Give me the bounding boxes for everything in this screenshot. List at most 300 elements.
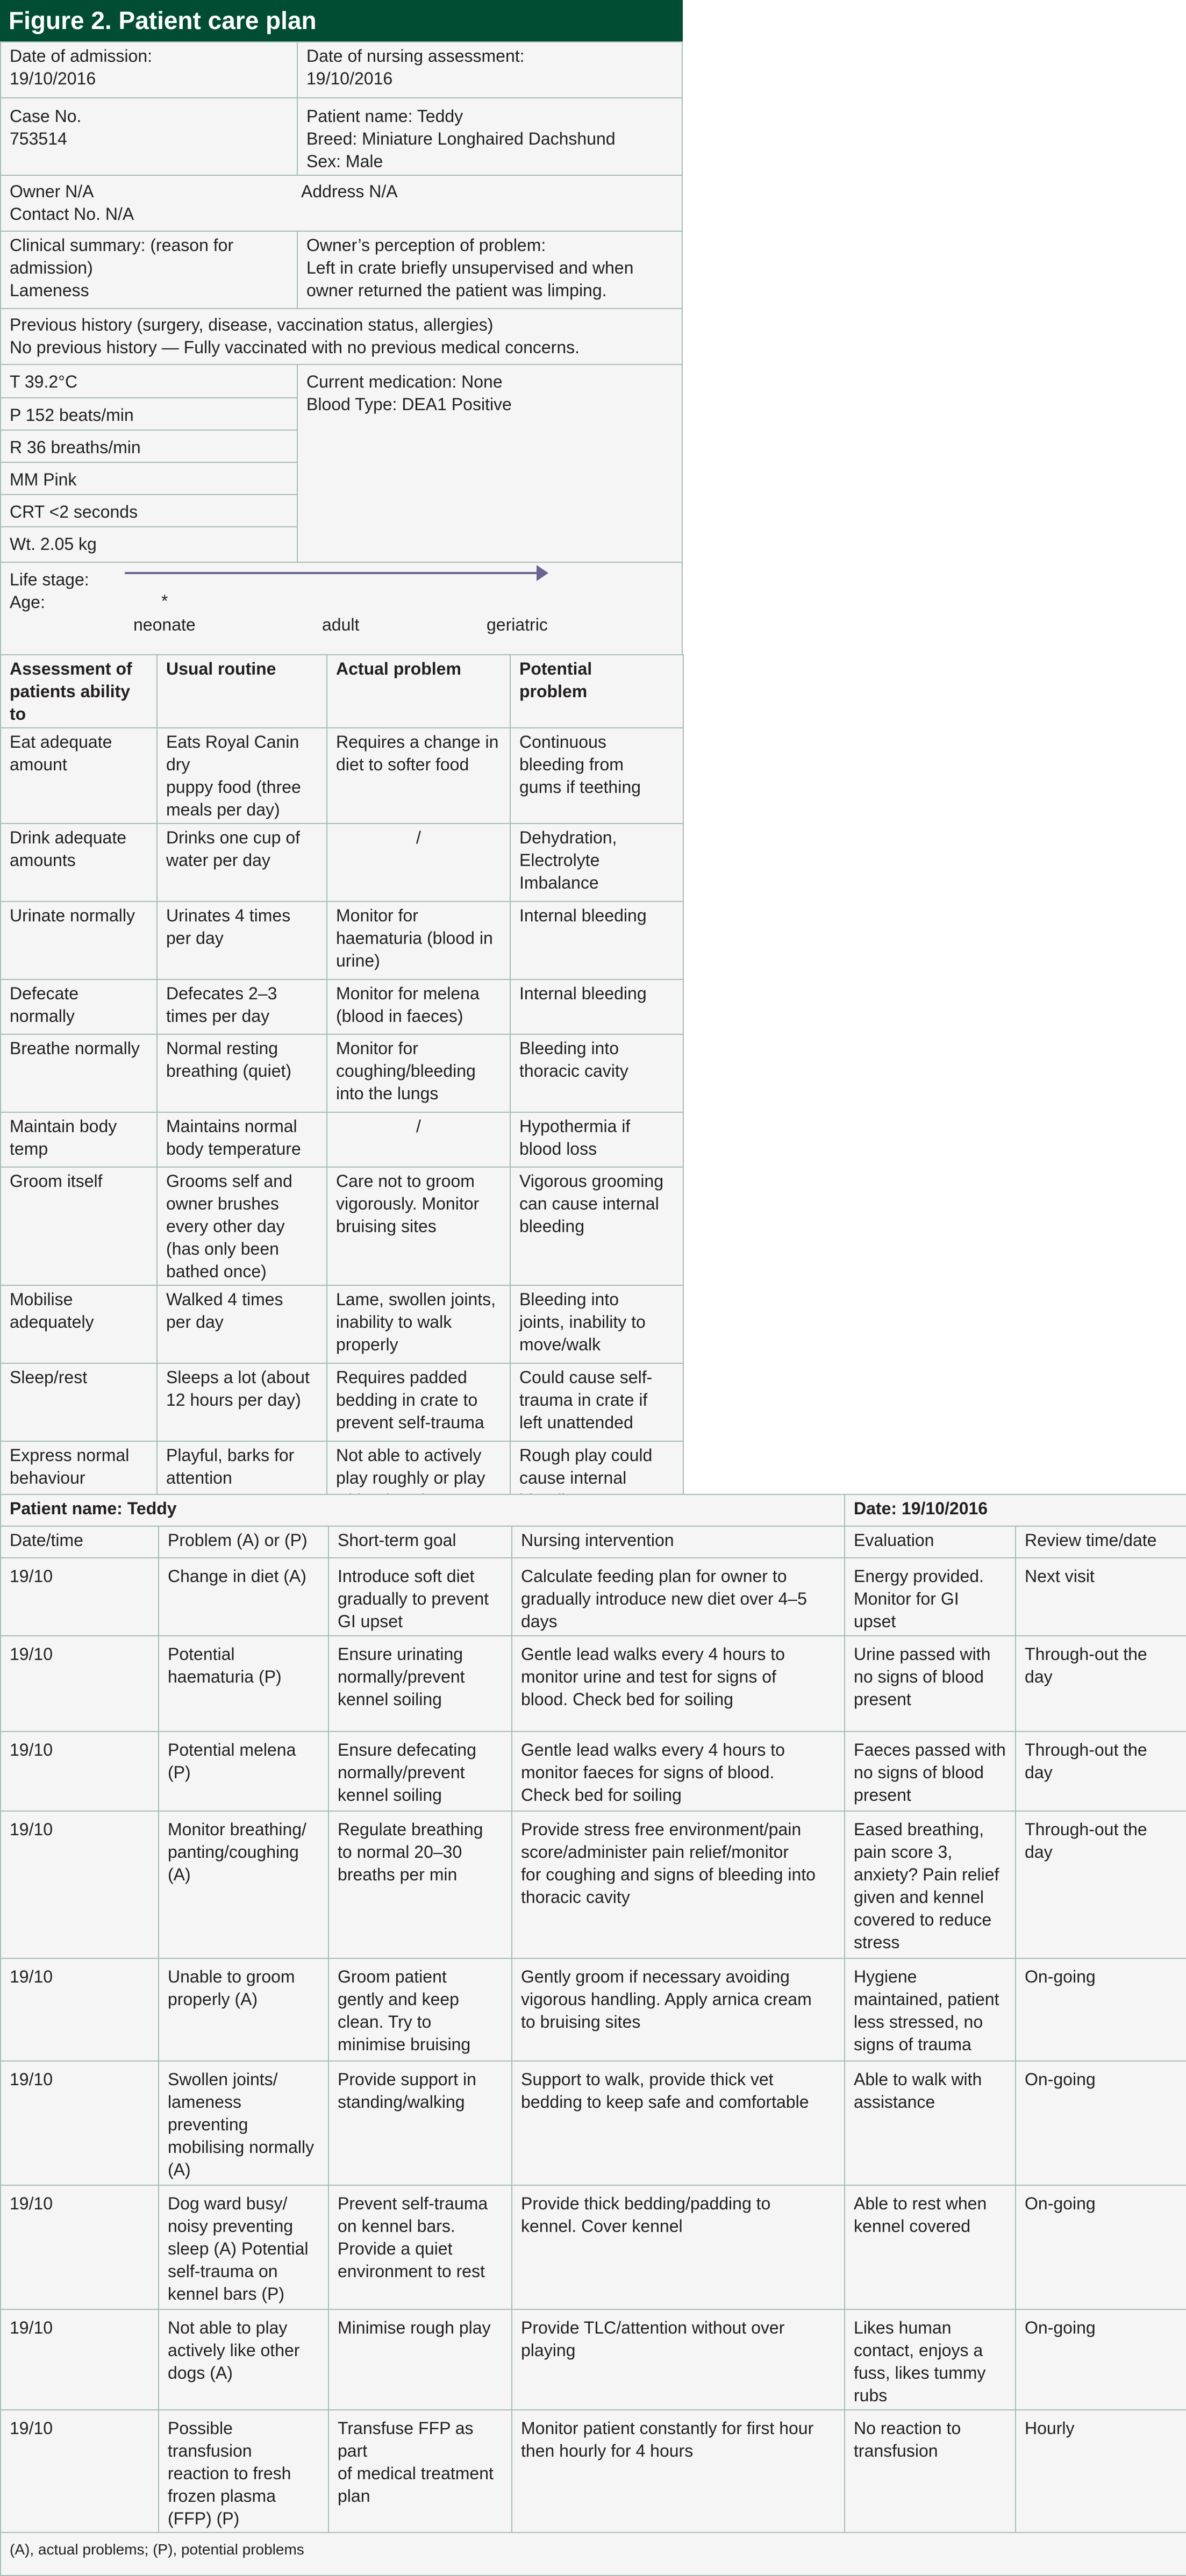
plan-cell bbox=[845, 2061, 1016, 2185]
plan-cell-line: Provide a quiet bbox=[338, 2239, 453, 2258]
plan-row bbox=[1, 1958, 1186, 2061]
assessment-cell-line: Requires a change in bbox=[336, 732, 499, 752]
plan-cell-line: environment to rest bbox=[338, 2262, 485, 2281]
assessment-cell-line: Maintains normal bbox=[166, 1117, 297, 1136]
assessment-cell-line: Not able to actively bbox=[336, 1446, 482, 1465]
assessment-cell-line: every other day bbox=[166, 1217, 285, 1236]
plan-cell bbox=[1016, 1958, 1186, 2061]
patient-breed: Breed: Miniature Longhaired Dachshund bbox=[306, 129, 616, 148]
previous-history-label: Previous history (surgery, disease, vaccination status, allergies) bbox=[10, 315, 494, 334]
assessment-cell-line: Express normal bbox=[10, 1446, 130, 1465]
plan-cell-line: Monitor for GI bbox=[854, 1589, 959, 1608]
assessment-cell-line: times per day bbox=[166, 1006, 270, 1026]
plan-cell-line: Ensure defecating bbox=[338, 1740, 476, 1759]
plan-footnote: (A), actual problems; (P), potential problems bbox=[1, 2532, 1186, 2575]
plan-cell-line: Through-out the bbox=[1025, 1740, 1147, 1759]
assessment-cell bbox=[327, 1285, 510, 1363]
assessment-cell-line: diet to softer food bbox=[336, 755, 469, 774]
plan-cell-line: On-going bbox=[1025, 2194, 1096, 2213]
assessment-header-line: Potential bbox=[519, 659, 592, 678]
plan-cell-line: 19/10 bbox=[10, 2070, 53, 2089]
plan-cell-line: fuss, likes tummy bbox=[854, 2363, 986, 2382]
previous-history-cell bbox=[0, 308, 683, 365]
plan-cell bbox=[845, 1558, 1016, 1636]
assessment-cell-line: Monitor for bbox=[336, 906, 418, 925]
assessment-cell-line: owner brushes bbox=[166, 1194, 279, 1213]
assessment-cell-line: inability to walk bbox=[336, 1312, 452, 1332]
plan-cell bbox=[1016, 1558, 1186, 1636]
vital-mucous-membrane: MM Pink bbox=[0, 462, 298, 495]
plan-cell-line: 19/10 bbox=[10, 1820, 53, 1839]
assessment-row bbox=[1, 728, 683, 824]
plan-cell bbox=[512, 1636, 845, 1731]
plan-cell-line: Likes human bbox=[854, 2318, 952, 2337]
assessment-cell bbox=[510, 824, 683, 901]
plan-cell-line: sleep (A) Potential bbox=[168, 2239, 309, 2258]
plan-cell bbox=[328, 2061, 512, 2185]
plan-cell bbox=[1016, 2185, 1186, 2309]
owner-perception-cell bbox=[297, 231, 683, 309]
assessment-cell-line: Vigorous grooming bbox=[519, 1171, 664, 1191]
assessment-header-cell bbox=[157, 655, 327, 728]
assessment-cell-line: play roughly or play bbox=[336, 1468, 485, 1487]
assessment-cell-line: adequately bbox=[10, 1312, 94, 1332]
plan-cell-line: clean. Try to bbox=[338, 2012, 432, 2031]
assessment-cell-line: Eats Royal Canin dry bbox=[166, 732, 299, 774]
plan-cell-line: thoracic cavity bbox=[521, 1887, 630, 1907]
clinical-summary-cell bbox=[0, 231, 298, 309]
plan-cell-line: dogs (A) bbox=[168, 2363, 233, 2382]
plan-cell-line: standing/walking bbox=[338, 2092, 465, 2112]
assessment-table bbox=[0, 654, 684, 1520]
plan-cell-line: (FFP) (P) bbox=[168, 2509, 240, 2528]
plan-cell bbox=[159, 1558, 328, 1636]
assessment-cell-line: Normal resting bbox=[166, 1039, 278, 1058]
plan-cell-line: normally/prevent bbox=[338, 1667, 465, 1686]
plan-cell-line: haematuria (P) bbox=[168, 1667, 282, 1686]
owner-perception-line-1: Owner’s perception of problem: bbox=[306, 235, 546, 255]
plan-cell-line: Not able to play bbox=[168, 2318, 288, 2337]
assessment-cell-line: puppy food (three bbox=[166, 777, 301, 797]
plan-cell-line: Through-out the bbox=[1025, 1644, 1147, 1664]
assessment-cell-line: joints, inability to bbox=[519, 1312, 646, 1332]
plan-cell-line: 19/10 bbox=[10, 1566, 53, 1586]
owner-contact: Contact No. N/A bbox=[10, 204, 134, 224]
assessment-cell-line: Monitor for melena bbox=[336, 984, 480, 1003]
plan-cell-line: Able to walk with bbox=[854, 2070, 982, 2089]
assessment-cell-line: properly bbox=[336, 1335, 398, 1354]
plan-cell-line: Check bed for soiling bbox=[521, 1785, 682, 1805]
plan-cell bbox=[1016, 1811, 1186, 1958]
plan-cell bbox=[512, 2410, 845, 2532]
assessment-cell bbox=[157, 728, 327, 824]
plan-cell-line: Gentle lead walks every 4 hours to bbox=[521, 1740, 785, 1759]
plan-cell-line: Through-out the bbox=[1025, 1820, 1147, 1839]
plan-cell-line: Groom patient bbox=[338, 1967, 447, 1986]
assessment-cell-line: normally bbox=[10, 1006, 75, 1026]
previous-history-value: No previous history — Fully vaccinated with no previous medical concerns. bbox=[10, 338, 580, 357]
medication-cell bbox=[297, 364, 683, 563]
plan-cell-line: Regulate breathing bbox=[338, 1820, 483, 1839]
assessment-cell-line: vigorously. Monitor bbox=[336, 1194, 480, 1213]
plan-cell-line: to bruising sites bbox=[521, 2012, 641, 2031]
assessment-row bbox=[1, 824, 683, 901]
plan-cell bbox=[845, 1636, 1016, 1731]
plan-cell-line: Calculate feeding plan for owner to bbox=[521, 1566, 787, 1586]
plan-cell-line: Minimise rough play bbox=[338, 2318, 491, 2337]
plan-cell-line: 19/10 bbox=[10, 1967, 53, 1986]
plan-cell-line: preventing bbox=[168, 2115, 248, 2134]
plan-cell-line: Provide stress free environment/pain bbox=[521, 1820, 802, 1839]
plan-cell-line: 19/10 bbox=[10, 2318, 53, 2337]
plan-cell bbox=[328, 2185, 512, 2309]
assessment-cell-line: Imbalance bbox=[519, 873, 599, 892]
plan-cell bbox=[1, 2061, 159, 2185]
assessment-cell-line: Drink adequate bbox=[10, 828, 127, 847]
assessment-cell bbox=[327, 824, 510, 901]
assessment-cell-line: per day bbox=[166, 1312, 224, 1332]
assessment-date-label: Date of nursing assessment: bbox=[306, 46, 525, 66]
vital-crt: CRT <2 seconds bbox=[0, 494, 298, 527]
plan-cell bbox=[328, 2309, 512, 2410]
plan-cell bbox=[1, 1636, 159, 1731]
assessment-cell-line: Defecates 2–3 bbox=[166, 984, 277, 1003]
plan-cell bbox=[845, 1731, 1016, 1811]
plan-row bbox=[1, 2410, 1186, 2532]
assessment-cell bbox=[327, 1363, 510, 1441]
plan-cell-line: minimise bruising bbox=[338, 2035, 471, 2054]
assessment-cell-line: temp bbox=[10, 1139, 48, 1158]
assessment-cell bbox=[510, 1167, 683, 1285]
blood-type: Blood Type: DEA1 Positive bbox=[306, 395, 512, 414]
plan-cell-line: Potential melena bbox=[168, 1740, 296, 1759]
plan-cell-line: days bbox=[521, 1612, 558, 1631]
assessment-cell-line: into the lungs bbox=[336, 1084, 439, 1103]
plan-cell-line: kennel. Cover kennel bbox=[521, 2216, 683, 2236]
plan-cell-line: Swollen joints/ bbox=[168, 2070, 278, 2089]
assessment-cell-line: bleeding from bbox=[519, 755, 624, 774]
assessment-row bbox=[1, 901, 683, 979]
case-number-label: Case No. bbox=[10, 106, 82, 126]
plan-cell bbox=[512, 1811, 845, 1958]
assessment-cell bbox=[327, 1112, 510, 1167]
plan-cell-line: of medical treatment bbox=[338, 2464, 494, 2483]
owner-name: Owner N/A bbox=[10, 182, 94, 201]
assessment-row bbox=[1, 1034, 683, 1112]
assessment-cell-line: per day bbox=[166, 928, 224, 948]
plan-cell-line: maintained, patient bbox=[854, 1990, 999, 2009]
stage-geriatric: geriatric bbox=[487, 615, 548, 634]
assessment-row bbox=[1, 1363, 683, 1441]
plan-cell-line: Transfuse FFP as part bbox=[338, 2418, 474, 2460]
assessment-row bbox=[1, 1167, 683, 1285]
assessment-cell-line: Groom itself bbox=[10, 1171, 103, 1191]
plan-cell-line: Ensure urinating bbox=[338, 1644, 463, 1664]
plan-cell-line: lameness bbox=[168, 2092, 241, 2112]
plan-cell-line: present bbox=[854, 1785, 911, 1805]
plan-cell-line: panting/coughing bbox=[168, 1842, 299, 1862]
clinical-summary-line-3: Lameness bbox=[10, 281, 89, 300]
admission-date-label: Date of admission: bbox=[10, 46, 153, 66]
vital-weight: Wt. 2.05 kg bbox=[0, 526, 298, 563]
assessment-cell-line: left unattended bbox=[519, 1413, 633, 1432]
assessment-cell-line: behaviour bbox=[10, 1468, 85, 1487]
assessment-cell bbox=[157, 1112, 327, 1167]
plan-row bbox=[1, 1811, 1186, 1958]
plan-cell-line: upset bbox=[854, 1612, 896, 1631]
plan-cell-line: kennel bars (P) bbox=[168, 2284, 284, 2303]
plan-cell-line: Energy provided. bbox=[854, 1566, 984, 1586]
plan-cell-line: Dog ward busy/ bbox=[168, 2194, 288, 2213]
assessment-cell-line: Internal bleeding bbox=[519, 906, 647, 925]
assessment-cell bbox=[157, 824, 327, 901]
assessment-cell bbox=[1, 824, 157, 901]
plan-cell-line: Hygiene bbox=[854, 1967, 917, 1986]
assessment-cell-line: body temperature bbox=[166, 1139, 301, 1158]
plan-cell-line: reaction to fresh bbox=[168, 2464, 291, 2483]
plan-cell-line: Provide thick bedding/padding to bbox=[521, 2194, 771, 2213]
plan-cell-line: Urine passed with bbox=[854, 1644, 991, 1664]
plan-cell-line: day bbox=[1025, 1763, 1053, 1782]
plan-cell-line: No reaction to bbox=[854, 2418, 961, 2438]
plan-cell-line: Gentle lead walks every 4 hours to bbox=[521, 1644, 785, 1664]
assessment-cell-line: bedding in crate to bbox=[336, 1390, 478, 1409]
plan-cell-line: Provide TLC/attention without over bbox=[521, 2318, 785, 2337]
plan-cell-line: Eased breathing, bbox=[854, 1820, 984, 1839]
assessment-header-line: Usual routine bbox=[166, 659, 276, 678]
stage-adult: adult bbox=[322, 615, 360, 634]
plan-header-cell: Short-term goal bbox=[328, 1526, 512, 1558]
age-label: Age: bbox=[10, 592, 45, 612]
assessment-header-line: Assessment of bbox=[10, 659, 132, 678]
plan-cell bbox=[512, 2061, 845, 2185]
assessment-row bbox=[1, 979, 683, 1034]
assessment-cell-line: urine) bbox=[336, 951, 380, 970]
clinical-summary-line-1: Clinical summary: (reason for bbox=[10, 235, 234, 255]
plan-cell-line: 19/10 bbox=[10, 1644, 53, 1664]
plan-cell bbox=[1, 2185, 159, 2309]
assessment-cell-line: Grooms self and bbox=[166, 1171, 292, 1191]
assessment-row bbox=[1, 1112, 683, 1167]
plan-cell-line: monitor faeces for signs of blood. bbox=[521, 1763, 775, 1782]
assessment-cell-line: amounts bbox=[10, 850, 76, 870]
assessment-cell bbox=[1, 1363, 157, 1441]
plan-row bbox=[1, 2185, 1186, 2309]
assessment-header-cell bbox=[1, 655, 157, 728]
current-medication: Current medication: None bbox=[306, 372, 503, 391]
plan-cell-line: to normal 20–30 bbox=[338, 1842, 462, 1862]
plan-cell-line: On-going bbox=[1025, 2070, 1096, 2089]
assessment-cell-line: Sleeps a lot (about bbox=[166, 1368, 310, 1387]
plan-cell-line: Monitor patient constantly for first hour bbox=[521, 2418, 814, 2438]
plan-cell bbox=[845, 1811, 1016, 1958]
plan-cell bbox=[1, 1731, 159, 1811]
plan-row bbox=[1, 1731, 1186, 1811]
plan-cell bbox=[512, 2309, 845, 2410]
plan-cell-line: plan bbox=[338, 2486, 370, 2506]
age-marker: * bbox=[161, 591, 168, 611]
plan-cell bbox=[1016, 1636, 1186, 1731]
plan-cell-line: (A) bbox=[168, 2160, 191, 2179]
plan-header-cell: Nursing intervention bbox=[512, 1526, 845, 1558]
assessment-cell-line: / bbox=[416, 828, 421, 847]
assessment-cell-line: (blood in faeces) bbox=[336, 1006, 463, 1026]
assessment-cell-line: water per day bbox=[166, 850, 270, 870]
plan-cell bbox=[845, 2309, 1016, 2410]
plan-cell bbox=[1, 1558, 159, 1636]
assessment-row bbox=[1, 1285, 683, 1363]
plan-cell bbox=[512, 2185, 845, 2309]
assessment-cell-line: Rough play could bbox=[519, 1446, 653, 1465]
plan-cell-line: Monitor breathing/ bbox=[168, 1820, 306, 1839]
plan-cell-line: normally/prevent bbox=[338, 1763, 465, 1782]
plan-cell-line: GI upset bbox=[338, 1612, 403, 1631]
life-stage-label: Life stage: bbox=[10, 570, 89, 589]
assessment-cell-line: breathing (quiet) bbox=[166, 1061, 292, 1081]
assessment-header-row bbox=[1, 655, 683, 728]
assessment-cell bbox=[510, 1112, 683, 1167]
plan-cell bbox=[1016, 2061, 1186, 2185]
assessment-cell-line: Dehydration, bbox=[519, 828, 617, 847]
assessment-cell bbox=[510, 979, 683, 1034]
assessment-cell-line: can cause internal bbox=[519, 1194, 659, 1213]
assessment-cell-line: Drinks one cup of bbox=[166, 828, 301, 847]
assessment-cell bbox=[157, 1285, 327, 1363]
plan-cell-line: on kennel bars. bbox=[338, 2216, 455, 2236]
plan-cell-line: 19/10 bbox=[10, 2194, 53, 2213]
plan-cell-line: frozen plasma bbox=[168, 2486, 276, 2506]
admission-date-value: 19/10/2016 bbox=[10, 69, 96, 88]
assessment-cell-line: Could cause self- bbox=[519, 1368, 653, 1387]
plan-cell-line: Possible transfusion bbox=[168, 2418, 252, 2460]
case-number-value: 753514 bbox=[10, 129, 67, 148]
assessment-cell-line: Urinate normally bbox=[10, 906, 135, 925]
assessment-cell-line: prevent self-trauma bbox=[336, 1413, 484, 1432]
plan-cell-line: gradually to prevent bbox=[338, 1589, 489, 1608]
assessment-cell-line: Internal bleeding bbox=[519, 984, 647, 1003]
assessment-cell-line: Urinates 4 times bbox=[166, 906, 291, 925]
assessment-cell-line: Lame, swollen joints, bbox=[336, 1290, 496, 1309]
plan-cell-line: signs of trauma bbox=[854, 2035, 971, 2054]
assessment-cell-line: / bbox=[416, 1117, 421, 1136]
plan-cell bbox=[328, 1811, 512, 1958]
assessment-cell bbox=[1, 1285, 157, 1363]
plan-header-cell: Problem (A) or (P) bbox=[159, 1526, 328, 1558]
plan-row bbox=[1, 2309, 1186, 2410]
plan-cell-line: (A) bbox=[168, 1865, 191, 1884]
assessment-cell-line: trauma in crate if bbox=[519, 1390, 648, 1409]
assessment-header-cell bbox=[510, 655, 683, 728]
plan-header-cell: Date/time bbox=[1, 1526, 159, 1558]
owner-cell bbox=[0, 175, 683, 232]
plan-cell bbox=[159, 2061, 328, 2185]
assessment-cell-line: Care not to groom bbox=[336, 1171, 475, 1191]
assessment-cell-line: Bleeding into bbox=[519, 1039, 619, 1058]
assessment-cell-line: Bleeding into bbox=[519, 1290, 619, 1309]
plan-cell-line: Unable to groom bbox=[168, 1967, 295, 1986]
assessment-cell bbox=[1, 979, 157, 1034]
plan-cell bbox=[159, 2309, 328, 2410]
assessment-cell bbox=[327, 1167, 510, 1285]
assessment-cell-line: meals per day) bbox=[166, 800, 280, 819]
plan-cell-line: Provide support in bbox=[338, 2070, 476, 2089]
admission-date-cell bbox=[0, 41, 298, 98]
plan-cell-line: day bbox=[1025, 1667, 1053, 1686]
plan-cell-line: stress bbox=[854, 1933, 900, 1952]
plan-cell-line: rubs bbox=[854, 2386, 888, 2405]
plan-cell-line: then hourly for 4 hours bbox=[521, 2441, 694, 2460]
plan-cell-line: On-going bbox=[1025, 2318, 1096, 2337]
assessment-cell-line: Eat adequate bbox=[10, 732, 112, 752]
plan-cell bbox=[159, 1811, 328, 1958]
plan-cell-line: noisy preventing bbox=[168, 2216, 294, 2236]
plan-cell bbox=[1016, 2410, 1186, 2532]
assessment-cell-line: coughing/bleeding bbox=[336, 1061, 476, 1081]
plan-cell bbox=[512, 1731, 845, 1811]
vital-temperature: T 39.2°C bbox=[0, 364, 298, 398]
plan-cell-line: Gently groom if necessary avoiding bbox=[521, 1967, 790, 1986]
assessment-cell-line: blood loss bbox=[519, 1139, 597, 1158]
plan-cell-line: Faeces passed with bbox=[854, 1740, 1006, 1759]
plan-cell-line: 19/10 bbox=[10, 1740, 53, 1759]
life-stage-arrow-head bbox=[537, 565, 548, 581]
plan-row bbox=[1, 1558, 1186, 1636]
assessment-cell-line: 12 hours per day) bbox=[166, 1390, 301, 1409]
plan-cell-line: score/administer pain relief/monitor bbox=[521, 1842, 789, 1862]
plan-cell bbox=[328, 2410, 512, 2532]
plan-cell-line: (P) bbox=[168, 1763, 191, 1782]
assessment-cell bbox=[157, 979, 327, 1034]
assessment-cell bbox=[1, 1034, 157, 1112]
plan-footnote-row bbox=[1, 2532, 1186, 2575]
plan-row bbox=[1, 2061, 1186, 2185]
assessment-cell-line: bleeding bbox=[519, 1217, 584, 1236]
plan-cell-line: mobilising normally bbox=[168, 2137, 315, 2157]
assessment-cell bbox=[510, 728, 683, 824]
assessment-date-value: 19/10/2016 bbox=[306, 69, 393, 88]
assessment-cell-line: Electrolyte bbox=[519, 850, 600, 870]
assessment-cell-line: attention bbox=[166, 1468, 232, 1487]
plan-cell-line: breaths per min bbox=[338, 1865, 458, 1884]
plan-cell-line: properly (A) bbox=[168, 1990, 258, 2009]
plan-cell bbox=[159, 1636, 328, 1731]
assessment-cell bbox=[157, 1167, 327, 1285]
assessment-cell bbox=[157, 901, 327, 979]
assessment-cell bbox=[157, 1363, 327, 1441]
assessment-cell-line: move/walk bbox=[519, 1335, 601, 1354]
plan-cell-line: assistance bbox=[854, 2092, 935, 2112]
plan-cell bbox=[1, 1958, 159, 2061]
plan-cell-line: blood. Check bed for soiling bbox=[521, 1690, 733, 1709]
plan-row bbox=[1, 1636, 1186, 1731]
assessment-cell-line: Mobilise bbox=[10, 1290, 73, 1309]
assessment-cell-line: thoracic cavity bbox=[519, 1061, 628, 1081]
plan-cell-line: given and kennel bbox=[854, 1887, 984, 1907]
plan-cell bbox=[845, 2410, 1016, 2532]
assessment-cell bbox=[510, 901, 683, 979]
plan-cell-line: bedding to keep safe and comfortable bbox=[521, 2092, 809, 2112]
assessment-cell bbox=[327, 979, 510, 1034]
plan-header-cell: Evaluation bbox=[845, 1526, 1016, 1558]
assessment-cell-line: Maintain body bbox=[10, 1117, 117, 1136]
plan-cell bbox=[512, 1558, 845, 1636]
plan-cell-line: Next visit bbox=[1025, 1566, 1095, 1586]
assessment-cell-line: Defecate bbox=[10, 984, 79, 1003]
assessment-cell-line: Sleep/rest bbox=[10, 1368, 88, 1387]
plan-cell-line: less stressed, no bbox=[854, 2012, 983, 2031]
plan-cell-line: gradually introduce new diet over 4–5 bbox=[521, 1589, 807, 1608]
plan-cell-line: actively like other bbox=[168, 2341, 300, 2360]
